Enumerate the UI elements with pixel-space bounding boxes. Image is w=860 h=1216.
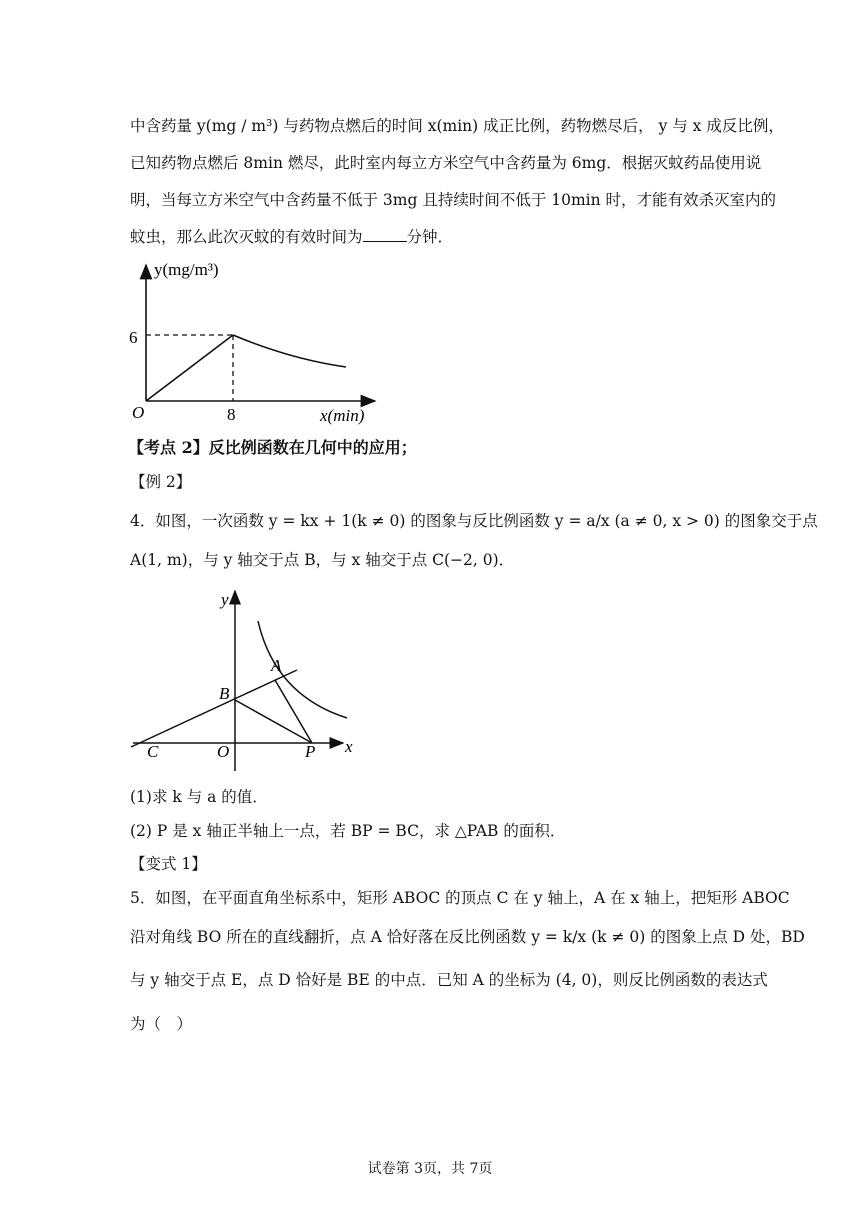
problem3-line-4-before: 蚊虫，那么此次灭蚊的有效时间为 — [130, 228, 363, 246]
problem3-line-4-after: 分钟． — [406, 228, 454, 246]
problem3-line-2: 已知药物点燃后 8min 燃尽，此时室内每立方米空气中含药量为 6mg．根据灭蚊药品使用说 — [130, 154, 762, 172]
decay-curve — [233, 335, 346, 367]
point-b-label: B — [219, 684, 230, 703]
variant-label: 【变式 1】 — [130, 855, 207, 873]
point-p-label: P — [305, 742, 316, 761]
y-axis-label: y(mg/m³) — [154, 260, 219, 279]
origin-label: O — [132, 403, 145, 422]
point-a-label: A — [271, 656, 282, 675]
line-ckb — [131, 670, 297, 747]
fig4-x-label: x — [345, 737, 353, 756]
y-tick-6: 6 — [129, 328, 138, 347]
problem4-line-1: 4．如图，一次函数 y = kx + 1(k ≠ 0) 的图象与反比例函数 y = a/x (a ≠ 0, x > 0) 的图象交于点 — [130, 512, 818, 530]
problem5-line-4: 为（ ） — [130, 1015, 193, 1033]
concentration-graph — [120, 255, 400, 430]
problem3-line-4 — [130, 226, 740, 248]
problem5-line-3: 与 y 轴交于点 E，点 D 恰好是 BE 的中点．已知 A 的坐标为 (4, 0)，则反比例函数的表达式 — [130, 971, 768, 989]
section-heading: 【考点 2】反比例函数在几何中的应用； — [128, 438, 417, 457]
answer-blank[interactable] — [363, 227, 407, 242]
problem4-line-2: A(1, m)，与 y 轴交于点 B，与 x 轴交于点 C(−2, 0)． — [130, 551, 515, 569]
x-tick-8: 8 — [227, 405, 236, 424]
problem4-question-2: (2) P 是 x 轴正半轴上一点，若 BP = BC，求 △PAB 的面积． — [130, 822, 566, 840]
problem5-line-1: 5．如图，在平面直角坐标系中，矩形 ABOC 的顶点 C 在 y 轴上，A 在 x 轴上，把矩形 ABOC — [130, 889, 790, 907]
point-c-label: C — [147, 742, 159, 761]
problem4-figure — [125, 585, 365, 775]
problem3-line-3: 明，当每立方米空气中含药量不低于 3mg 且持续时间不低于 10min 时，才能有效杀灭室内的 — [130, 191, 777, 209]
x-axis-label: x(min) — [320, 406, 365, 425]
segment-ap — [275, 680, 312, 743]
segment-bp — [235, 700, 312, 743]
problem4-question-1: (1)求 k 与 a 的值． — [130, 788, 268, 806]
point-o-label: O — [217, 742, 230, 761]
problem5-line-2: 沿对角线 BO 所在的直线翻折，点 A 恰好落在反比例函数 y = k/x (k ≠ 0) 的图象上点 D 处，BD — [130, 928, 805, 946]
rising-segment — [146, 335, 233, 401]
page-footer: 试卷第 3页，共 7页 — [367, 1161, 493, 1177]
fig4-y-label: y — [221, 590, 229, 609]
problem3-line-1: 中含药量 y(mg / m³) 与药物点燃后的时间 x(min) 成正比例，药物燃尽后， y 与 x 成反比例， — [130, 117, 784, 135]
example-label: 【例 2】 — [130, 473, 192, 491]
